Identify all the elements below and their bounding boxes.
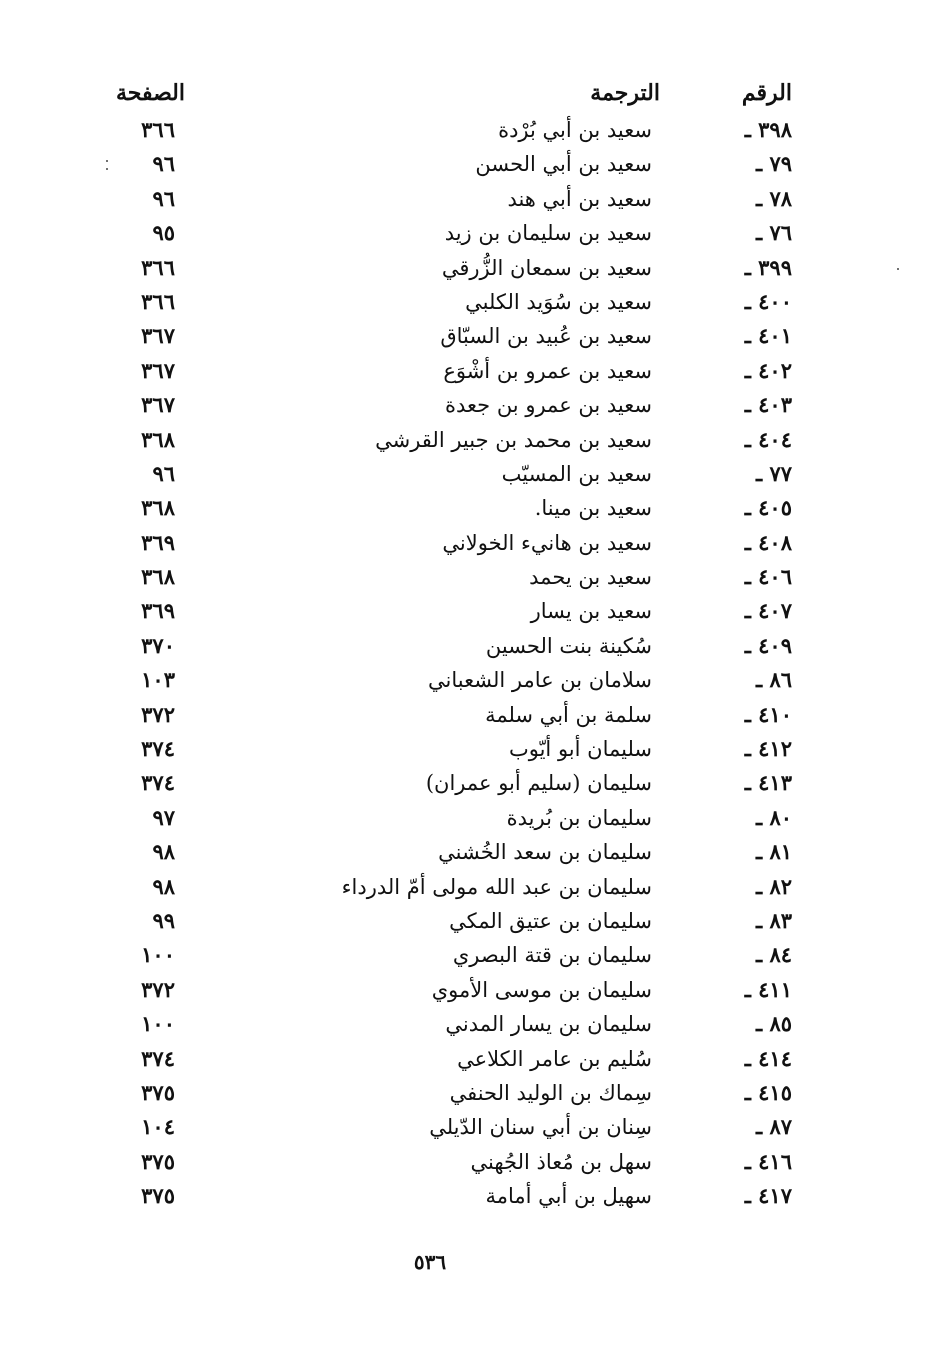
entry-page: ٣٦٩ <box>141 598 175 624</box>
entry-number: ٤٠٥ ـ <box>744 495 792 521</box>
entry-page: ٩٦ <box>152 185 175 211</box>
table-row <box>0 732 935 766</box>
entry-page: ٣٦٧ <box>141 392 175 418</box>
entry-number: ٧٧ ـ <box>755 460 792 486</box>
table-row <box>0 491 935 525</box>
entry-number: ٧٩ ـ <box>755 151 792 177</box>
entry-page: ٣٧٤ <box>141 736 175 762</box>
entry-name: سليمان بن سعد الخُشني <box>438 840 652 865</box>
entry-number: ٤٠٠ ـ <box>744 288 792 314</box>
entry-name: سِنان بن أبي سنان الدّيلي <box>429 1115 652 1140</box>
entry-number: ٨٢ ـ <box>755 873 792 899</box>
entry-number: ٨٤ ـ <box>755 942 792 968</box>
entry-number: ٣٩٨ ـ <box>744 117 792 142</box>
entry-name: سِماك بن الوليد الحنفي <box>449 1080 652 1105</box>
entry-number: ٤١٣ ـ <box>744 770 792 796</box>
entry-number: ٧٨ ـ <box>755 185 792 211</box>
table-row <box>0 870 935 904</box>
entry-number: ٤١٦ ـ <box>744 1148 792 1174</box>
entry-name: سليمان (سليم أبو عمران) <box>425 771 652 796</box>
entry-number: ٤١٧ ـ <box>744 1183 792 1209</box>
table-row <box>0 560 935 594</box>
entry-page: ٩٥ <box>152 220 175 246</box>
table-row <box>0 216 935 250</box>
table-row <box>0 1145 935 1179</box>
entry-page: ٣٧٥ <box>141 1079 175 1105</box>
entry-number: ٨٦ ـ <box>755 667 792 693</box>
entry-name: سليمان بن عتيق المكي <box>449 908 652 933</box>
entry-name: سليمان بن يسار المدني <box>445 1012 652 1037</box>
table-row <box>0 1076 935 1110</box>
entry-number: ٤٠٦ ـ <box>744 564 792 590</box>
page-number: ٥٣٦ <box>413 1250 447 1274</box>
table-row <box>0 663 935 697</box>
entry-number: ٤٠٣ ـ <box>744 392 792 418</box>
table-row <box>0 801 935 835</box>
entry-number: ٤١٥ ـ <box>744 1079 792 1105</box>
table-row <box>0 938 935 972</box>
entry-name: سهيل بن أبي أمامة <box>485 1184 652 1209</box>
entry-name: سعيد بن سُوَيد الكلبي <box>465 289 652 314</box>
entry-name: سُليم بن عامر الكلاعي <box>457 1046 652 1071</box>
entry-page: ٣٧٥ <box>141 1148 175 1174</box>
entry-name: سعيد بن سمعان الزُّرقي <box>441 255 652 280</box>
entry-name: سعيد بن المسيّب <box>501 461 652 486</box>
column-header-number: الرقم <box>741 80 792 106</box>
table-row <box>0 388 935 422</box>
entry-number: ٨٥ ـ <box>755 1011 792 1037</box>
entry-page: ٣٦٩ <box>141 529 175 555</box>
entry-page: ١٠٤ <box>141 1114 175 1140</box>
entry-page: ٩٧ <box>152 804 175 830</box>
entry-page: ٣٦٦ <box>141 254 175 280</box>
entry-name: سعيد بن عمرو بن جعدة <box>445 393 652 418</box>
scan-speck <box>897 268 899 270</box>
entry-name: سعيد بن هانيء الخولاني <box>442 530 652 555</box>
entry-name: سعيد بن محمد بن جبير القرشي <box>375 427 652 452</box>
entry-page: ٣٧٢ <box>141 701 175 727</box>
entry-name: سليمان أبو أيّوب <box>508 737 652 762</box>
table-row <box>0 423 935 457</box>
entry-page: ١٠٣ <box>141 667 175 693</box>
entry-number: ٤٠٨ ـ <box>744 529 792 555</box>
entry-page: ١٠٠ <box>141 1011 175 1037</box>
entry-name: سلمة بن أبي سلمة <box>485 702 652 727</box>
entry-page: ٣٦٨ <box>141 426 175 452</box>
table-row <box>0 457 935 491</box>
entry-page: ٣٧٤ <box>141 1045 175 1071</box>
entry-number: ٨٠ ـ <box>755 804 792 830</box>
entry-page: ٩٦ <box>152 151 175 177</box>
table-row <box>0 904 935 938</box>
table-row <box>0 594 935 628</box>
entry-name: سعيد بن مينا. <box>534 496 652 521</box>
entry-page: ١٠٠ <box>141 942 175 968</box>
table-row <box>0 766 935 800</box>
table-row <box>0 698 935 732</box>
table-row <box>0 973 935 1007</box>
entry-name: سليمان بن عبد الله مولى أمّ الدرداء <box>341 874 652 899</box>
entry-number: ٤١٤ ـ <box>744 1045 792 1071</box>
entry-number: ٧٦ ـ <box>755 220 792 246</box>
entry-page: ٣٦٧ <box>141 323 175 349</box>
entry-number: ٤٠٤ ـ <box>744 426 792 452</box>
index-table <box>0 113 935 1214</box>
entry-page: ٣٧٠ <box>141 632 175 658</box>
table-row <box>0 526 935 560</box>
entry-number: ٤٠١ ـ <box>744 323 792 349</box>
entry-page: ٣٦٦ <box>141 117 175 142</box>
entry-number: ٤٠٧ ـ <box>744 598 792 624</box>
table-row <box>0 182 935 216</box>
entry-name: سعيد بن أبي هند <box>507 186 652 211</box>
scan-speck <box>106 160 108 162</box>
table-row <box>0 1042 935 1076</box>
table-row <box>0 1110 935 1144</box>
entry-page: ٣٦٦ <box>141 288 175 314</box>
entry-page: ٣٦٨ <box>141 495 175 521</box>
table-row <box>0 251 935 285</box>
entry-page: ٣٧٥ <box>141 1183 175 1209</box>
entry-number: ٨٧ ـ <box>755 1114 792 1140</box>
table-row <box>0 354 935 388</box>
entry-page: ٣٦٧ <box>141 357 175 383</box>
entry-name: سعيد بن يسار <box>530 599 652 624</box>
entry-name: سعيد بن أبي الحسن <box>475 152 652 177</box>
entry-page: ٣٦٨ <box>141 564 175 590</box>
entry-name: سهل بن مُعاذ الجُهني <box>470 1149 652 1174</box>
entry-page: ٩٨ <box>152 839 175 865</box>
entry-number: ٤٠٩ ـ <box>744 632 792 658</box>
entry-number: ٤١١ ـ <box>744 976 792 1002</box>
table-row <box>0 1179 935 1213</box>
entry-name: سلامان بن عامر الشعباني <box>428 668 652 693</box>
table-row <box>0 113 935 147</box>
scan-speck <box>106 168 108 170</box>
entry-name: سليمان بن بُريدة <box>506 805 652 830</box>
entry-name: سعيد بن عمرو بن أشْوَع <box>443 358 652 383</box>
entry-page: ٩٩ <box>152 907 175 933</box>
entry-number: ٣٩٩ ـ <box>744 254 792 280</box>
table-row <box>0 629 935 663</box>
entry-name: سعيد بن عُبيد بن السبّاق <box>440 324 652 349</box>
entry-name: سليمان بن قتة البصري <box>452 943 652 968</box>
entry-page: ٩٨ <box>152 873 175 899</box>
entry-number: ٨١ ـ <box>755 839 792 865</box>
entry-number: ٤١٢ ـ <box>744 736 792 762</box>
table-row <box>0 285 935 319</box>
column-header-translation: الترجمة <box>590 80 660 106</box>
entry-name: سعيد بن أبي بُرْدة <box>498 118 652 142</box>
column-header-page: الصفحة <box>115 80 185 106</box>
entry-name: سعيد بن يحمد <box>529 565 652 590</box>
entry-number: ٨٣ ـ <box>755 907 792 933</box>
entry-name: سعيد بن سليمان بن زيد <box>444 221 652 246</box>
table-row <box>0 1007 935 1041</box>
table-row <box>0 835 935 869</box>
entry-page: ٣٧٤ <box>141 770 175 796</box>
table-row <box>0 319 935 353</box>
entry-page: ٣٧٢ <box>141 976 175 1002</box>
entry-name: سُكينة بنت الحسين <box>485 633 652 658</box>
entry-number: ٤١٠ ـ <box>744 701 792 727</box>
table-row <box>0 147 935 181</box>
entry-number: ٤٠٢ ـ <box>744 357 792 383</box>
entry-name: سليمان بن موسى الأموي <box>431 977 652 1002</box>
entry-page: ٩٦ <box>152 460 175 486</box>
